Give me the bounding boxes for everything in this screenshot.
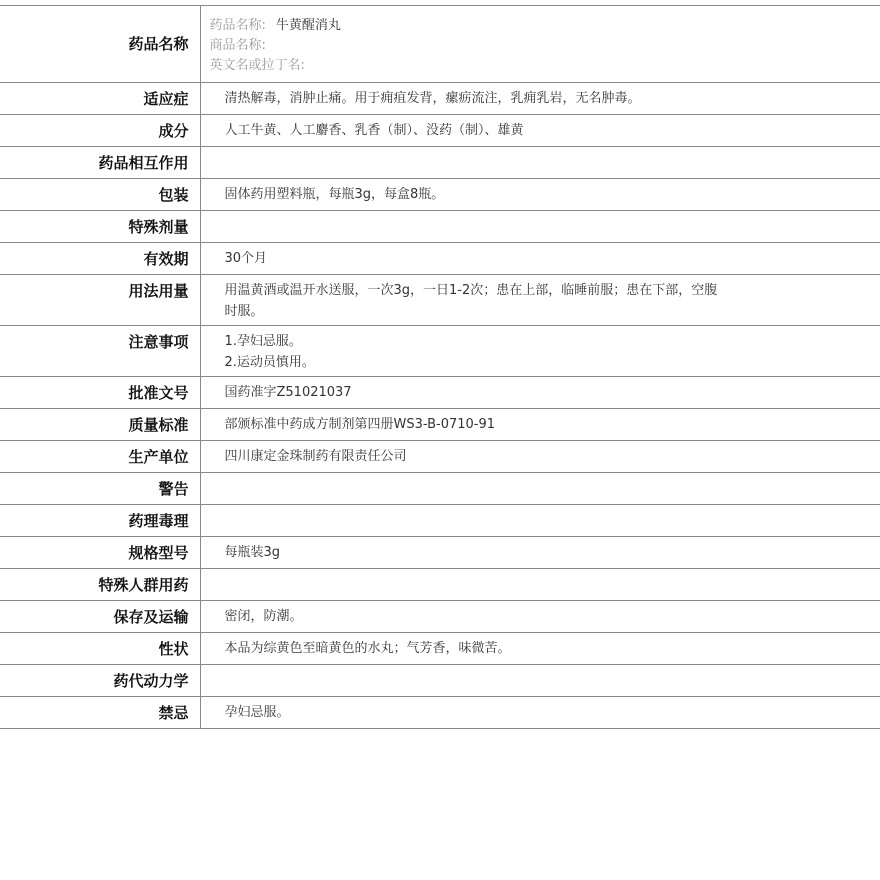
row-label: 药理毒理 [0, 505, 200, 537]
value-line: 密闭，防潮。 [224, 609, 303, 624]
row-label: 特殊人群用药 [0, 569, 200, 601]
row-value [200, 697, 880, 729]
row-value [200, 83, 880, 115]
value-line: 每瓶装3g [224, 545, 281, 560]
row-label: 注意事项 [0, 326, 200, 377]
row-label: 用法用量 [0, 275, 200, 326]
row-label: 性状 [0, 633, 200, 665]
row-label: 保存及运输 [0, 601, 200, 633]
row-manufacturer [0, 441, 880, 473]
trade-name-line [210, 36, 880, 56]
value-line: 本品为综黄色至暗黄色的水丸；气芳香，味微苦。 [224, 641, 511, 656]
generic-name-key: 药品名称: [209, 18, 266, 33]
row-value [200, 505, 880, 537]
value-line: 固体药用塑料瓶，每瓶3g，每盒8瓶。 [224, 187, 445, 202]
row-appearance [0, 633, 880, 665]
row-value [200, 665, 880, 697]
row-value [200, 537, 880, 569]
row-value [200, 275, 880, 326]
row-value [200, 569, 880, 601]
row-packaging [0, 179, 880, 211]
row-contraindications [0, 697, 880, 729]
row-label: 规格型号 [0, 537, 200, 569]
row-pharmacology [0, 505, 880, 537]
row-label: 包装 [0, 179, 200, 211]
row-value [200, 473, 880, 505]
row-value [200, 115, 880, 147]
row-label: 药代动力学 [0, 665, 200, 697]
row-value [200, 179, 880, 211]
value-line: 2.运动员慎用。 [224, 354, 315, 370]
row-shelf-life [0, 243, 880, 275]
row-label: 禁忌 [0, 697, 200, 729]
row-label: 批准文号 [0, 377, 200, 409]
row-pharmacokinetics [0, 665, 880, 697]
row-value [200, 633, 880, 665]
row-label: 特殊剂量 [0, 211, 200, 243]
row-value [200, 326, 880, 377]
row-label: 药品名称 [0, 6, 200, 83]
row-value [200, 147, 880, 179]
row-storage [0, 601, 880, 633]
drug-info-table [0, 5, 880, 729]
value-line: 人工牛黄、人工麝香、乳香（制）、没药（制）、雄黄 [224, 123, 524, 138]
value-line: 清热解毒，消肿止痛。用于痈疽发背，瘰疬流注，乳痈乳岩，无名肿毒。 [224, 91, 641, 106]
row-value [200, 409, 880, 441]
row-special-dosage [0, 211, 880, 243]
row-label: 生产单位 [0, 441, 200, 473]
row-ingredients [0, 115, 880, 147]
row-approval-number [0, 377, 880, 409]
row-value [200, 377, 880, 409]
row-value [200, 441, 880, 473]
row-value [200, 601, 880, 633]
row-label: 质量标准 [0, 409, 200, 441]
generic-name-line [210, 16, 880, 36]
row-precautions [0, 326, 880, 377]
row-label: 有效期 [0, 243, 200, 275]
row-warning [0, 473, 880, 505]
row-usage-dosage [0, 275, 880, 326]
row-label: 成分 [0, 115, 200, 147]
drug-name-cell [200, 6, 880, 83]
value-line: 时服。 [224, 303, 264, 319]
row-value [200, 243, 880, 275]
row-value [200, 211, 880, 243]
value-line: 30个月 [224, 251, 268, 266]
row-label: 适应症 [0, 83, 200, 115]
latin-name-line [210, 56, 880, 76]
value-line: 部颁标准中药成方制剂第四册WS3-B-0710-91 [224, 417, 496, 432]
value-line: 孕妇忌服。 [224, 705, 290, 720]
row-drug-name [0, 6, 880, 83]
generic-name-value: 牛黄醒消丸 [275, 18, 341, 33]
row-label: 药品相互作用 [0, 147, 200, 179]
row-quality-standard [0, 409, 880, 441]
row-label: 警告 [0, 473, 200, 505]
row-indications [0, 83, 880, 115]
row-specification [0, 537, 880, 569]
row-special-populations [0, 569, 880, 601]
latin-name-key: 英文名或拉丁名: [209, 58, 305, 73]
value-line: 国药准字Z51021037 [224, 385, 352, 400]
row-interactions [0, 147, 880, 179]
value-line: 四川康定金珠制药有限责任公司 [224, 449, 407, 464]
value-line: 1.孕妇忌服。 [224, 334, 302, 349]
value-line: 用温黄酒或温开水送服，一次3g，一日1-2次；患在上部，临睡前服；患在下部，空腹 [224, 283, 718, 298]
trade-name-key: 商品名称: [209, 38, 266, 53]
